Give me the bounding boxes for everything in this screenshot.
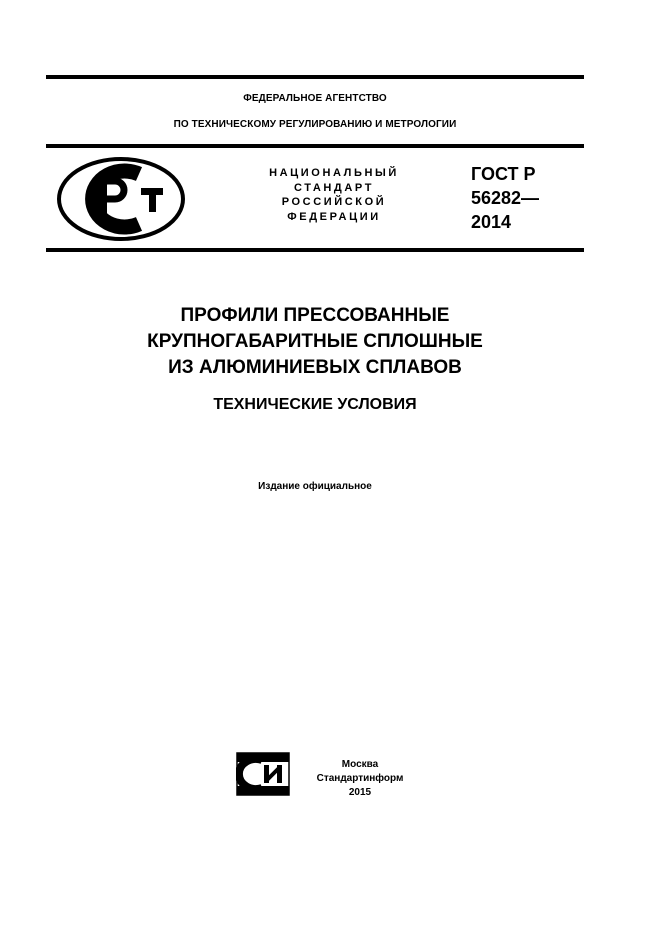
title-line-3: ИЗ АЛЮМИНИЕВЫХ СПЛАВОВ bbox=[168, 357, 462, 378]
document-title bbox=[46, 303, 584, 381]
document-subtitle: ТЕХНИЧЕСКИЕ УСЛОВИЯ bbox=[213, 396, 417, 413]
standard-type-line-1: НАЦИОНАЛЬНЫЙ bbox=[269, 167, 399, 179]
title-line-1: ПРОФИЛИ ПРЕССОВАННЫЕ bbox=[180, 305, 450, 326]
standard-type-line-3: РОССИЙСКОЙ bbox=[281, 196, 387, 208]
standard-type-line-2: СТАНДАРТ bbox=[293, 181, 375, 194]
header-top-rule bbox=[46, 144, 584, 148]
rst-logo-icon bbox=[55, 156, 187, 242]
top-rule bbox=[46, 75, 584, 79]
publisher-block bbox=[310, 758, 410, 800]
edition-label: Издание официальное bbox=[258, 481, 372, 492]
standard-designation bbox=[471, 162, 539, 234]
standard-type-line-4: ФЕДЕРАЦИИ bbox=[287, 210, 381, 223]
publisher-name: Стандартинформ bbox=[316, 773, 404, 784]
standartinform-logo-icon bbox=[236, 752, 290, 796]
agency-line-1: ФЕДЕРАЛЬНОЕ АГЕНТСТВО bbox=[243, 93, 387, 104]
standard-type bbox=[236, 166, 432, 224]
publisher-city: Москва bbox=[341, 759, 379, 770]
designation-line-3: 2014 bbox=[471, 212, 512, 232]
header-bottom-rule bbox=[46, 248, 584, 252]
designation-line-2: 56282— bbox=[471, 188, 540, 208]
designation-line-1: ГОСТ Р bbox=[471, 164, 536, 184]
publisher-year: 2015 bbox=[348, 787, 372, 798]
agency-line-2: ПО ТЕХНИЧЕСКОМУ РЕГУЛИРОВАНИЮ И МЕТРОЛОГИИ bbox=[173, 119, 457, 130]
title-line-2: КРУПНОГАБАРИТНЫЕ СПЛОШНЫЕ bbox=[147, 331, 483, 352]
